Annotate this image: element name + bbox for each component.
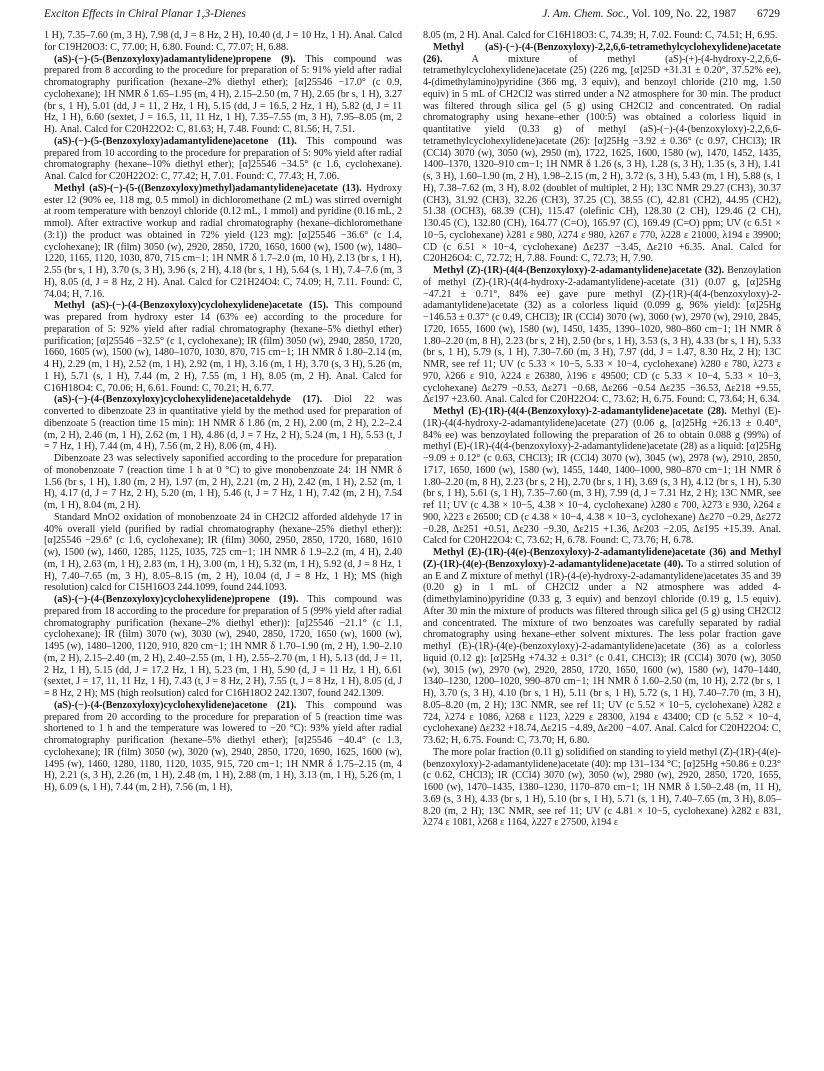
journal-citation: [542, 8, 780, 20]
paragraph-text: Hydroxy ester 12 (90% ee, 118 mg, 0.5 mmol) in dichloromethane (2 mL) was stirred overnight at room temperature with benzoyl chloride (0.12 mL, 1 mmol) and pyridine (0.16 mL, 2 mmol). After extractive workup and radial chromatography (hexane–dichloromethane (3:1)) the product was obtained in 72% yield (123 mg): [α]25546 −36.6° (c 1.4, cyclohexane); IR (film) 3050 (w), 2920, 2850, 1720, 1650, 1600 (w), 1500 (w), 1480–1220, 1165, 1120, 1030, 870, 715 cm−1; 1H NMR δ 1.7–2.0 (m, 10 H), 2.13 (br s, 1 H), 2.55 (br s, 1 H), 3.70 (s, 3 H), 3.96 (s, 2 H), 4.18 (br s, 1 H), 5.64 (s, 1 H), 7.4–7.6 (m, 3 H), 8.05 (d, J = 8 Hz, 2 H). Anal. Calcd for C21H24O4: C, 74.09; H, 7.11. Found: C, 74.04; H, 7.16.: [44, 182, 402, 300]
paragraph-text: This compound was prepared from hydroxy ester 14 (63% ee) according to the procedure for preparation of 5: 92% yield after radial chromatography (hexane–5% diethyl ether) purification; [α]25546 −32.5° (c 1, cyclohexane); IR (film) 3050 (w), 2940, 2850, 1720, 1660, 1605 (w), 1500 (w), 1480–1070, 1030, 870, 715 cm−1; 1H NMR δ 1.80–2.14 (m, 4 H), 2.29 (m, 1 H), 2.52 (m, 1 H), 2.92 (m, 1 H), 3.16 (m, 1 H), 3.70 (s, 3 H), 5.26 (m, 1 H), 5.71 (s, 1 H), 7.44 (m, 2 H), 7.55 (m, 1 H), 8.05 (m, 2 H). Anal. Calcd for C16H18O4: C, 70.06; H, 6.61. Found: C, 70.21; H, 6.77.: [44, 300, 402, 394]
compound-heading: Methyl (Z)-(1R)-(4(4-(Benzoxyloxy)-2-adamantylidene)acetate (32).: [433, 265, 725, 276]
paragraph-text: This compound was prepared from 8 according to the procedure for preparation of 5: 91% yield after radial chromatography purification (hexane–2% diethyl ether); [α]25546 −17.0° (c 0.9, cyclohexane); 1H NMR δ 1.65–1.95 (m, 4 H), 2.15–2.50 (m, 7 H), 2.65 (br s, 1 H), 3.27 (br s, 1 H), 5.01 (dd, J = 11, 2 Hz, 1 H), 5.15 (dd, J = 16.5, 2 Hz, 1 H), 5.82 (d, J = 11 Hz, 1 H), 6.60 (sextet, J = 16.5, 11, 11 Hz, 1 H), 7.35–7.55 (m, 3 H), 7.95–8.05 (m, 2 H). Anal. Calcd for C20H22O2: C, 81.63; H, 7.48. Found: C, 81.56; H, 7.51.: [44, 53, 402, 135]
paragraph-text: Benzoylation of methyl (Z)-(1R)-(4(4-hydroxy-2-adamantylidene)-acetate (31) (0.07 g, [α]25Hg −47.21 ± 0.71°, 84% ee) gave pure methyl (Z)-(1R)-(4(4-(benzoxyloxy)-2-adamantylidene)acetate (32) as a colorless liquid (0.099 g, 96% yield): [α]25Hg −146.53 ± 0.37° (c 0.49, CHCl3); IR (CCl4) 3070 (w), 3060 (w), 2970 (w), 2910, 2845, 1720, 1655, 1600 (w), 1580 (w), 1450, 1435, 1390–1020, 980–860 cm−1; 1H NMR δ 1.80–2.20 (m, 8 H), 2.23 (br s, 2 H), 2.50 (br s, 1 H), 3.53 (s, 3 H), 4.33 (br s, 1 H), 5.33 (br s, 1 H), 5.79 (s, 1 H), 7.30–7.60 (m, 3 H), 7.97 (dd, J = 1.47, 8.30 Hz, 2 H); 13C NMR, see ref 11; UV (c 5.33 × 10−5, 5.33 × 10−4, cyclohexane) λ280 ε 780, λ273 ε 970, λ266 ε 910, λ224 ε 26380, λ196 ε 49500; CD (c 5.33 × 10−4, 5.33 × 10−3, cyclohexane) Δε279 −0.53, Δε271 −0.68, Δε266 −0.54 Δε235 −36.53, Δε218 +9.55, Δε197 +23.60. Anal. Calcd for C20H22O4: C, 73.62; H, 6.75. Found: C, 73.64; H, 6.34.: [423, 265, 781, 406]
page-number: 6729: [757, 8, 780, 20]
paragraph-text: A mixture of methyl (aS)-(+)-(4-hydroxy-2,2,6,6-tetramethylcyclohexylidene)acetate (25) (226 mg, [α]25D +31.31 ± 0.20°, 37.52% ee), 4-(dimethylamino)pyridine (366 mg, 3 equiv), and benzoyl chloride (210 mg, 1.50 equiv) in 5 mL of CH2Cl2 was stirred under a N2 atmosphere for 30 min. The product was filtered through silica gel (5 g) using CH2Cl2 and concentrated. On radial chromatography using hexane–ether (100:5) was obtained a colorless liquid in quantitative yield (0.33 g) of methyl (aS)-(−)-(4-(benzoxyloxy)-2,2,6,6-tetramethylcyclohexylidene)acetate (26): [α]25Hg −3.92 ± 0.36° (c 0.97, CHCl3); IR (CCl4) 3070 (w), 3050 (w), 2950 (m), 1722, 1625, 1600, 1580 (w), 1470, 1452, 1435, 1400–1370, 1320–910 cm−1; 1H NMR δ 1.26 (s, 3 H), 1.28 (s, 3 H), 1.35 (s, 3 H), 1.41 (s, 3 H), 1.60–1.90 (m, 2 H), 1.98–2.15 (m, 2 H), 3.72 (s, 3 H), 5.43 (m, 1 H), 5.88 (s, 1 H), 7.38–7.62 (m, 3 H), 8.02 (doublet of multiplet, 2 H); 13C NMR 29.27 (CH3), 30.37 (CH3), 31.92 (CH3), 32.26 (CH3), 37.25 (C), 38.55 (C), 42.81 (CH2), 44.95 (CH2), 51.38 (OCH3), 68.39 (CH), 115.47 (olefinic CH), 128.30 (2 CH), 129.46 (2 CH), 130.45 (C), 132.80 (CH), 164.77 (C=O), 165.97 (C), 169.49 (C=O) ppm; UV (c 6.51 × 10−5, cyclohexane) λ281 ε 980, λ274 ε 980, λ267 ε 770, λ228 ε 21000, λ194 ε 39900; CD (c 6.51 × 10−4, cyclohexane) Δε237 −3.45, Δε210 +6.35. Anal. Calcd for C20H26O4: C, 72.72; H, 7.88. Found: C, 72.73; H, 7.90.: [423, 53, 781, 265]
paragraph-text: This compound was prepared from 20 according to the procedure for preparation of 5 (reaction time was shortened to 1 h and the temperature was lowered to −20 °C): 93% yield after radial chromatography purification (hexane–5% diethyl ether); [α]25546 −40.4° (c 1.3, cyclohexane); IR (film) 3050 (w), 3020 (w), 2940, 2850, 1720, 1690, 1625, 1600 (w), 1495 (w), 1460, 1280, 1180, 1120, 1035, 915, 720 cm−1; 1H NMR δ 1.75–2.15 (m, 4 H), 2.21 (s, 3 H), 2.26 (m, 1 H), 2.48 (m, 1 H), 2.88 (m, 1 H), 3.13 (m, 1 H), 5.26 (m, 1 H), 6.09 (s, 1 H), 7.44 (m, 2 H), 7.56 (m, 1 H),: [44, 699, 402, 793]
text-paragraph: [44, 453, 402, 512]
compound-heading: (aS)-(−)-(5-(Benzoxyloxy)adamantylidene)propene (9).: [54, 53, 296, 65]
paragraph-text: Dibenzoate 23 was selectively saponified according to the procedure for preparation of monobenzoate 7 (reaction time 1 h at 0 °C) to give monobenzoate 24: 1H NMR δ 1.56 (br s, 1 H), 1.80 (m, 2 H), 1.97 (m, 2 H), 2.21 (m, 2 H), 2.42 (m, 1 H), 2.52 (m, 1 H), 4.17 (d, J = 7 Hz, 2 H), 5.20 (m, 1 H), 5.46 (t, J = 7 Hz, 1 H), 7.42 (m, 2 H), 7.54 (m, 1 H), 8.04 (m, 2 H).: [44, 453, 402, 511]
paragraph-text: 1 H), 7.35–7.60 (m, 3 H), 7.98 (d, J = 8 Hz, 2 H), 10.40 (d, J = 10 Hz, 1 H). Anal. Calcd for C19H20O3: C, 77.00; H, 6.80. Found: C, 77.07; H, 6.88.: [44, 30, 402, 53]
paragraph-text: To a stirred solution of an E and Z mixture of methyl (1R)-(4-(e)-hydroxy-2-adamantylidene)acetates 35 and 39 (0.20 g) in 1 mL of CH2Cl2 under a N2 atmosphere was added 4-(dimethylamino)pyridine (0.33 g, 3 equiv) and benzoyl chloride (0.19 g, 1.5 equiv). After 30 min the mixture of products was filtered through silica gel (5 g) using CH2Cl2 and concentrated. The mixture of two benzoates was carefully separated by radial chromatography using hexane–ether solvent mixtures. The less polar fraction gave methyl (E)-(1R)-(4(e)-(benzoxyloxy)-2-adamantylidene)acetate (36) as a colorless liquid (0.12 g): [α]25Hg +74.32 ± 0.31° (c 0.41, CHCl3); IR (CCl4) 3070 (w), 3050 (w), 3015 (w), 2970 (w), 2920, 2850, 1720, 1650, 1600 (w), 1580 (w), 1470–1440, 1340–1230, 1200–1020, 990–870 cm−1; 1H NMR δ 1.60–2.50 (m, 10 H), 2.72 (br s, 1 H), 3.70 (s, 3 H), 4.10 (br s, 1 H), 5.11 (br s, 1 H), 5.72 (s, 1 H), 7.40–7.70 (m, 3 H), 8.05–8.20 (m, 2 H); 13C NMR, see ref 11; UV (c 5.52 × 10−5, cyclohexane) λ282 ε 724, λ274 ε 1086, λ268 ε 1123, λ229 ε 28300, λ194 ε 43400; CD (c 5.52 × 10−4, cyclohexane) Δε232 +18.74, Δε215 −4.89, Δε200 −4.07. Anal. Calcd for C20H22O4: C, 73.62; H, 6.75. Found: C, 73.70; H, 6.80.: [423, 558, 781, 746]
paragraph-text: This compound was prepared from 10 according to the procedure for preparation of 5: 90% yield after radial chromatography (hexane–10% diethyl ether); [α]25546 −34.5° (c 1.6, cyclohexane). Anal. Calcd for C20H22O2: C, 77.42; H, 7.01. Found: C, 77.43; H, 7.06.: [44, 135, 402, 182]
left-column: [44, 30, 402, 1060]
paragraph-text: Methyl (E)-(1R)-(4(4-hydroxy-2-adamantylidene)acetate (27) (0.06 g, [α]25Hg +26.13 ± 0.40°, 84% ee) was benzoylated following the preparation of 26 to obtain 0.088 g (99%) of methyl (E)-(1R)-(4(4-(benzoxyloxy)-2-adamantylidene)acetate (28) as a liquid: [α]25Hg −9.09 ± 0.12° (c 0.63, CHCl3); IR (CCl4) 3070 (w), 3045 (w), 2978 (w), 2910, 2850, 1717, 1650, 1600 (w), 1580 (w), 1455, 1440, 1400–1000, 980–870 cm−1; 1H NMR δ 1.80–2.20 (m, 8 H), 2.23 (br s, 2 H), 2.70 (br s, 1 H), 3.69 (s, 3 H), 4.12 (br s, 1 H), 5.30 (br s, 1 H), 5.61 (s, 1 H), 7.35–7.60 (m, 3 H), 7.99 (d, J = 7.31 Hz, 2 H); 13C NMR, see ref 11; UV (c 4.38 × 10−5, 4.38 × 10−4, cyclohexane) λ280 ε 700, λ273 ε 930, λ264 ε 900, λ223 ε 26500; CD (c 4.38 × 10−4, 4.38 × 10−3, cyclohexane) Δε270 −0.29, Δε272 −0.28, Δε251 +0.51, Δε230 −9.30, Δε215 +1.36, Δε203 −2.05, Δε195 +15.39. Anal. Calcd for C20H22O4: C, 73.62; H, 6.78. Found: C, 73.76; H, 6.78.: [423, 406, 781, 547]
compound-paragraph: [44, 300, 402, 394]
compound-paragraph: [44, 183, 402, 301]
compound-heading: (aS)-(−)-(4-(Benzoxyloxy)cyclohexylidene)propene (19).: [54, 594, 299, 605]
journal-name: J. Am. Chem. Soc.,: [542, 8, 629, 20]
compound-paragraph: [423, 406, 781, 547]
compound-paragraph: [423, 547, 781, 747]
paragraph-text: Standard MnO2 oxidation of monobenzoate 24 in CH2Cl2 afforded aldehyde 17 in 40% overall yield (purified by radial chromatography (hexane–25% diethyl ether)): [α]25546 −29.6° (c 1.6, cyclohexane); IR (film) 3060, 2950, 2850, 1720, 1680, 1610 (w), 1500 (w), 1460, 1285, 1125, 1035, 725 cm−1; 1H NMR δ 1.9–2.2 (m, 4 H), 2.40 (m, 1 H), 2.63 (m, 1 H), 2.83 (m, 1 H), 3.00 (m, 1 H), 5.32 (m, 1 H), 5.92 (d, J = 8 Hz, 1 H), 7.40–7.65 (m, 3 H), 8.05–8.15 (m, 2 H), 10.04 (d, J = 8 Hz, 1 H); MS (high resolution) calcd for C15H16O3 244.1099, found 244.1093.: [44, 511, 402, 594]
compound-paragraph: [44, 594, 402, 700]
running-title: Exciton Effects in Chiral Planar 1,3-Dienes: [44, 8, 246, 20]
paragraph-text: 8.05 (m, 2 H). Anal. Calcd for C16H18O3: C, 74.39; H, 7.02. Found: C, 74.51; H, 6.95.: [423, 30, 778, 41]
compound-heading: (aS)-(−)-(4-(Benzoxyloxy)cyclohexylidene)acetone (21).: [54, 699, 297, 711]
compound-heading: Methyl (E)-(1R)-(4(4-(Benzoxyloxy)-2-adamantylidene)acetate (28).: [433, 406, 727, 417]
text-paragraph: [423, 747, 781, 829]
text-paragraph: [44, 30, 402, 54]
compound-heading: Methyl (aS)-(−)-(4-(Benzoxyloxy)-2,2,6,6-tetramethylcyclohexylidene)acetate (26).: [423, 41, 781, 65]
right-column: [423, 30, 781, 1060]
compound-heading: (aS)-(−)-(4-(Benzoxyloxy)cyclohexylidene)acetaldehyde (17).: [54, 394, 323, 406]
compound-heading: Methyl (aS)-(−)-(5-((Benzoxyloxy)methyl)adamantylidene)acetate (13).: [54, 182, 362, 194]
paragraph-text: The more polar fraction (0.11 g) solidified on standing to yield methyl (Z)-(1R)-(4(e)-(benzoxyloxy)-2-adamantylidene)acetate (40): mp 131–134 °C; [α]25Hg +50.86 ± 0.23° (c 0.62, CHCl3); IR (CCl4) 3070 (w), 3050 (w), 2980 (w), 2920, 2850, 1720, 1655, 1600 (w), 1470–1435, 1380–1230, 1170–870 cm−1; 1H NMR δ 1.50–2.48 (m, 11 H), 3.69 (s, 3 H), 4.33 (br s, 1 H), 5.10 (br s, 1 H), 5.71 (s, 1 H), 7.40–7.65 (m, 3 H), 8.05–8.20 (m, 2 H); 13C NMR, see ref 11; UV (c 4.81 × 10−5, cyclohexane) λ282 ε 831, λ274 ε 1081, λ268 ε 1164, λ227 ε 27500, λ194 ε: [423, 746, 781, 829]
compound-heading: Methyl (E)-(1R)-(4(e)-(Benzoxyloxy)-2-adamantylidene)acetate (36) and Methyl (Z)-(1R)-(4(e)-(Benzoxyloxy)-2-adamantylidene)acetate (40).: [423, 547, 781, 570]
paragraph-text: Diol 22 was converted to dibenzoate 23 in quantitative yield by the method used for preparation of dibenzoate 5 (reaction time 15 min): 1H NMR δ 1.86 (m, 2 H), 2.00 (m, 2 H), 2.2–2.4 (m, 2 H), 2.46 (m, 1 H), 2.62 (m, 1 H), 4.86 (d, J = 7 Hz, 2 H), 5.24 (m, 1 H), 5.53 (t, J = 7 Hz, 1 H), 7.44 (m, 4 H), 7.56 (m, 2 H), 8.06 (m, 4 H).: [44, 394, 402, 453]
paragraph-text: This compound was prepared from 18 according to the procedure for preparation of 5 (99% yield after radial chromatography purification (hexane–2% diethyl ether)): [α]25546 −21.1° (c 1.1, cyclohexane); IR (film) 3070 (w), 3030 (w), 2940, 2850, 1720, 1650 (w), 1600 (w), 1495 (w), 1480–1200, 1120, 910, 820 cm−1; 1H NMR δ 1.70–1.90 (m, 2 H), 1.90–2.10 (m, 2 H), 2.15–2.40 (m, 2 H), 2.40–2.55 (m, 1 H), 2.55–2.70 (m, 1 H), 5.13 (dd, J = 11, 2 Hz, 1 H), 5.15 (dd, J = 17.2 Hz, 1 H), 5.23 (m, 1 H), 5.90 (d, J = 11 Hz, 1 H), 6.61 (sextet, J = 17, 11, 11 Hz, 1 H), 7.43 (t, J = 8 Hz, 2 H), 7.55 (t, J = 8 Hz, 1 H), 8.05 (d, J = 8 Hz, 2 H); MS (high reolsution) calcd for C16H18O2 242.1307, found 242.1309.: [44, 594, 402, 699]
compound-paragraph: [423, 265, 781, 406]
text-paragraph: [44, 512, 402, 594]
compound-paragraph: [44, 136, 402, 183]
volume-info: Vol. 109, No. 22, 1987: [631, 8, 737, 20]
text-paragraph: [423, 30, 781, 42]
compound-paragraph: [44, 700, 402, 794]
compound-paragraph: [44, 394, 402, 453]
running-header: [44, 8, 780, 26]
compound-heading: (aS)-(−)-(5-(Benzoxyloxy)adamantylidene)acetone (11).: [54, 135, 297, 147]
compound-paragraph: [423, 42, 781, 265]
compound-heading: Methyl (aS)-(−)-(4-(Benzoxyloxy)cyclohexylidene)acetate (15).: [54, 300, 329, 312]
compound-paragraph: [44, 54, 402, 136]
